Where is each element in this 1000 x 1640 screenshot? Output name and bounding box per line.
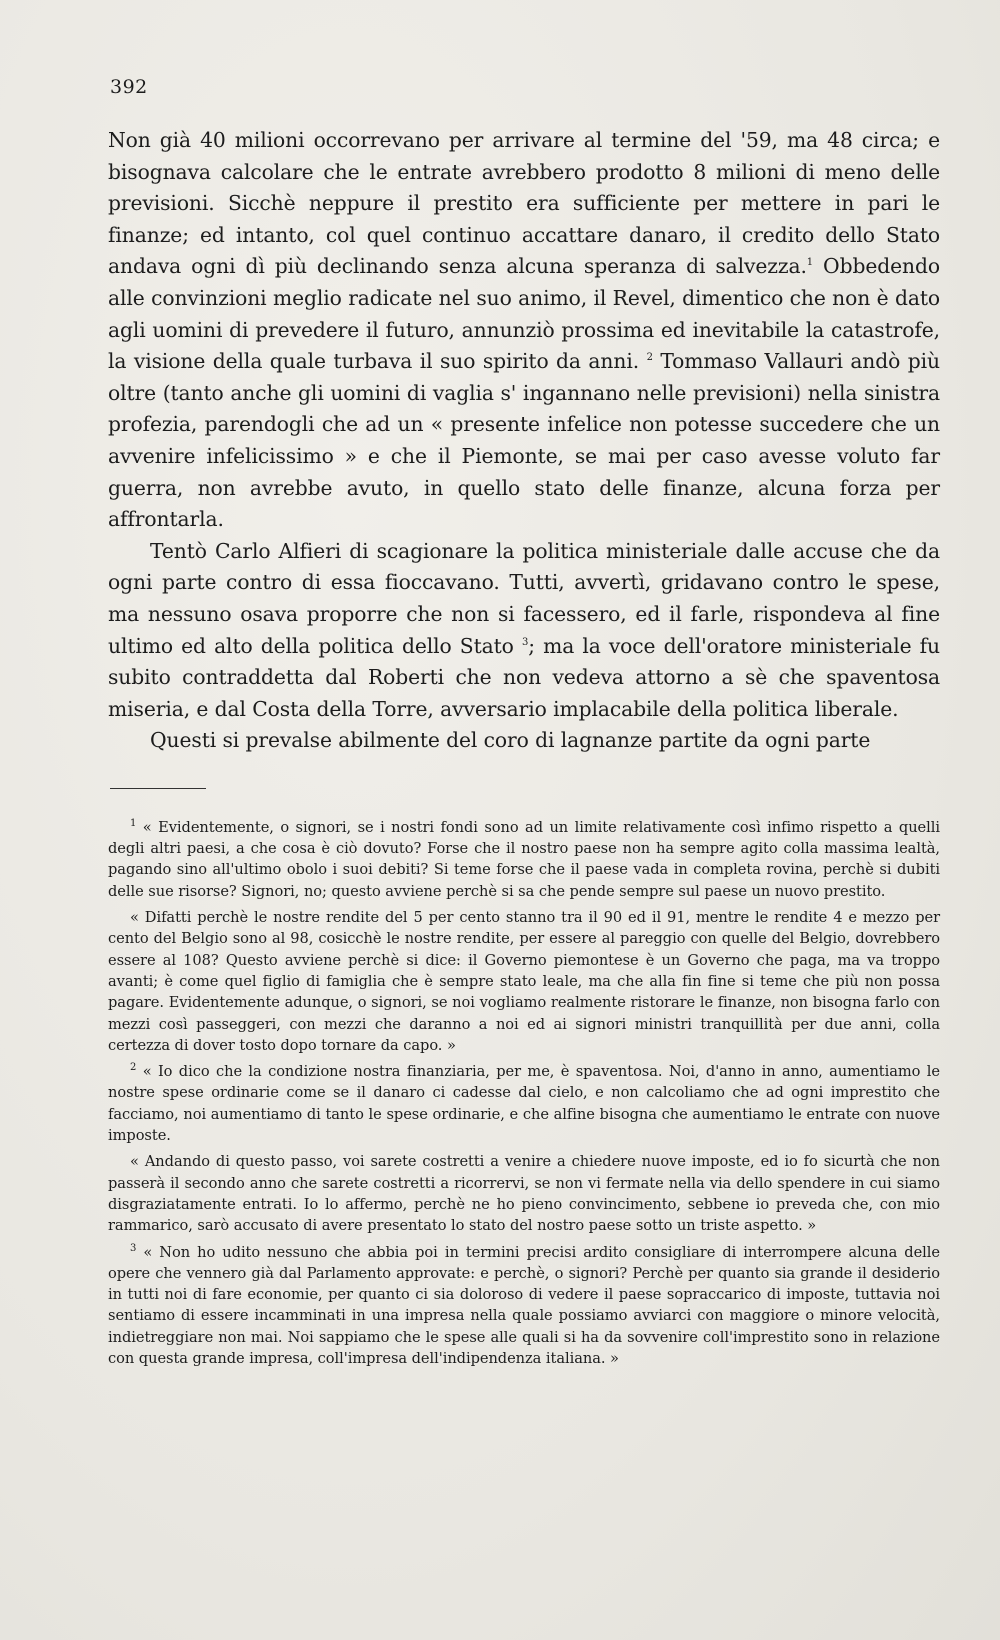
footnote-marker-1: 1 — [806, 257, 814, 269]
footnote-2-continued — [108, 1151, 940, 1236]
paragraph-segment: Tommaso Vallauri andò più oltre (tanto anche gli uomini di vaglia s' ingannano nelle previsioni) nella sinistra profezia, parendogli che ad un « presente infelice non potesse succedere che un avvenire infelicissimo » e che il Piemonte, se mai per caso avesse voluto far guerra, non avrebbe avuto, in quello stato delle finanze, alcuna forza per affrontarla. — [108, 349, 940, 532]
footnote-separator — [110, 788, 206, 789]
footnote-marker-3: 3 — [521, 636, 529, 648]
footnote-text: « Difatti perchè le nostre rendite del 5 per cento stanno tra il 90 ed il 91, mentre le rendite 4 e mezzo per cento del Belgio sono al 98, cosicchè le nostre rendite, per essere al pareggio con quelle del Belgio, dovrebbero essere al 108? Questo avviene perchè si dice: il Governo piemontese è un Governo che paga, ma va troppo avanti; è come quel figlio di famiglia che è sempre stato leale, ma che alla fin fine si teme che più non possa pagare. Evidentemente adunque, o signori, se noi vogliamo realmente ristorare le finanze, non bisogna farlo con mezzi così passeggeri, con mezzi che daranno a noi ed ai signori ministri tranquillità per due anni, colla certezza di dover tosto dopo tornare da capo. » — [108, 909, 940, 1054]
alfieri-paragraph — [108, 536, 940, 726]
footnote-1-continued — [108, 907, 940, 1056]
footnote-text: « Andando di questo passo, voi sarete costretti a venire a chiedere nuove imposte, ed io fo sicurtà che non passerà il secondo anno che sarete costretti a ricorrervi, se non vi fermate nella via dello spendere in cui siamo disgraziatamente entrati. Io lo affermo, perchè ne ho pieno convincimento, sebbene io preveda che, con mio rammarico, sarò accusato di avere presentato lo stato del nostro paese sotto un triste aspetto. » — [108, 1153, 940, 1235]
footnote-marker-2: 2 — [646, 352, 653, 364]
footnote-number-1: 1 — [130, 818, 137, 830]
footnote-number-3: 3 — [130, 1242, 137, 1254]
costa-paragraph — [108, 725, 940, 757]
footnote-text: « Io dico che la condizione nostra finanziaria, per me, è spaventosa. Noi, d'anno in anno, aumentiamo le nostre spese ordinarie come se il danaro ci cadesse dal cielo, e non calcoliamo che ad ogni imprestito che facciamo, noi aumentiamo di tanto le spese ordinarie, e che alfine bisogna che aumentiamo le entrate con nuove imposte. — [108, 1063, 940, 1145]
footnote-text: « Evidentemente, o signori, se i nostri fondi sono ad un limite relativamente così infimo rispetto a quelli degli altri paesi, a che cosa è ciò dovuto? Forse che il nostro paese non ha sempre agito colla massima lealtà, pagando sino all'ultimo obolo i suoi debiti? Si teme forse che il paese vada in completa rovina, perchè si dubiti delle sue risorse? Signori, no; questo avviene perchè si sa che pende sempre sul paese un nuovo prestito. — [108, 818, 940, 900]
page-number: 392 — [110, 76, 148, 98]
footnote-2 — [108, 1061, 940, 1146]
main-paragraph — [108, 125, 940, 536]
paragraph-segment: Obbedendo alle convinzioni meglio radicate nel suo animo, il Revel, dimentico che non è dato agli uomini di prevedere il futuro, annunziò prossima ed inevitabile la catastrofe, la visione della quale turbava il suo spirito da anni. — [108, 254, 940, 374]
footnote-text: « Non ho udito nessuno che abbia poi in termini precisi ardito consigliare di interrompere alcuna delle opere che vennero già dal Parlamento approvate: e perchè, o signori? Perchè per quanto sia grande il desiderio in tutti noi di fare economie, per quanto ci sia doloroso di vedere il paese sopraccarico di imposte, tuttavia noi sentiamo di essere incamminati in una impresa nella quale possiamo avviarci con maggiore o minore velocità, indietreggiare non mai. Noi sappiamo che le spese alle quali si ha da sovvenire coll'imprestito sono in relazione con questa grande impresa, coll'impresa dell'indipendenza italiana. » — [108, 1243, 940, 1367]
paragraph-segment: Non già 40 milioni occorrevano per arrivare al termine del '59, ma 48 circa; e bisognava calcolare che le entrate avrebbero prodotto 8 milioni di meno delle previsioni. Sicchè neppure il prestito era sufficiente per mettere in pari le finanze; ed intanto, col quel continuo accattare danaro, il credito dello Stato andava ogni dì più declinando senza alcuna speranza di salvezza. — [108, 128, 940, 279]
footnote-1 — [108, 817, 940, 902]
footnote-3 — [108, 1242, 940, 1370]
paragraph-segment: ; ma la voce dell'oratore ministeriale fu subito contraddetta dal Roberti che non vedeva attorno a sè che spaventosa miseria, e dal Costa della Torre, avversario implacabile della politica liberale. — [108, 633, 940, 721]
paragraph-segment: Questi si prevalse abilmente del coro di lagnanze partite da ogni parte — [150, 728, 871, 753]
paragraph-segment: Tentò Carlo Alfieri di scagionare la politica ministeriale dalle accuse che da ogni parte contro di essa fioccavano. Tutti, avvertì, gridavano contro le spese, ma nessuno osava proporre che non si facessero, ed il farle, rispondeva al fine ultimo ed alto della politica dello Stato — [108, 538, 940, 658]
footnote-number-2: 2 — [130, 1062, 137, 1074]
